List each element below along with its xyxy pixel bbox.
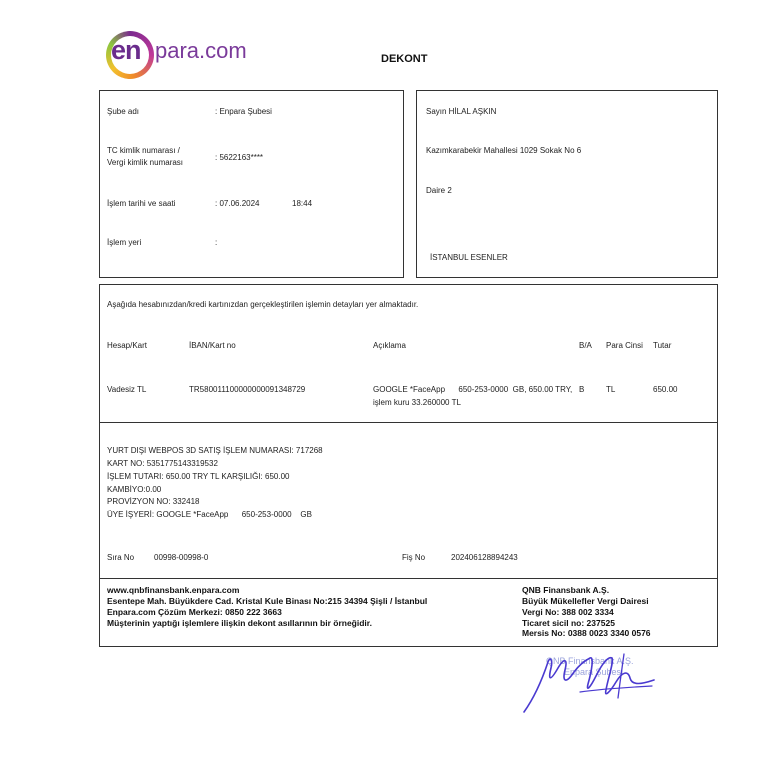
row-ba: B [579, 385, 585, 394]
footer-bank-name: QNB Finansbank A.Ş. [522, 585, 610, 595]
footer-tax-no: Vergi No: 388 002 3334 [522, 607, 614, 617]
footer-tax-office: Büyük Mükellefler Vergi Dairesi [522, 596, 649, 606]
fis-value: 202406128894243 [451, 553, 518, 562]
customer-box [416, 90, 718, 278]
row-para: TL [606, 385, 616, 394]
header-hesap: Hesap/Kart [107, 341, 148, 350]
footer-mersis: Mersis No: 0388 0023 3340 0576 [522, 628, 651, 638]
row-iban: TR580011100000000091348729 [189, 385, 306, 394]
tarih-label: İşlem tarihi ve saati [107, 199, 176, 208]
signature-stamp [520, 648, 670, 716]
saat-value: 18:44 [292, 199, 313, 208]
footer-trade-registry: Ticaret sicil no: 237525 [522, 618, 615, 628]
details-line5: PROVİZYON NO: 332418 [107, 497, 200, 506]
details-line6: ÜYE İŞYERİ: GOOGLE *FaceApp 650-253-0000 GB [107, 510, 312, 519]
footer-website: www.qnbfinansbank.enpara.com [107, 585, 240, 595]
divider-footer [99, 578, 718, 579]
logo-suffix: para.com [155, 38, 247, 63]
tarih-value: : 07.06.2024 [215, 199, 260, 208]
stamp-line2: Enpara Şubesi [564, 667, 624, 677]
yer-label: İşlem yeri [107, 238, 142, 247]
document-title: DEKONT [381, 53, 428, 65]
sira-value: 00998-00998-0 [154, 553, 209, 562]
row-aciklama-line1: GOOGLE *FaceApp 650-253-0000 GB, 650.00 TRY, [373, 385, 573, 394]
row-tutar: 650.00 [653, 385, 678, 394]
row-hesap: Vadesiz TL [107, 385, 147, 394]
fis-label: Fiş No [402, 553, 426, 562]
details-line4: KAMBİYO:0.00 [107, 485, 162, 494]
logo-prefix: en [111, 35, 141, 65]
header-aciklama: Açıklama [373, 341, 406, 350]
tc-label-line1: TC kimlik numarası / [107, 146, 180, 155]
header-iban: İBAN/Kart no [189, 341, 236, 350]
divider-details [99, 422, 718, 423]
row-aciklama-line2: işlem kuru 33.260000 TL [373, 398, 461, 407]
details-line2: KART NO: 5351775143319532 [107, 459, 218, 468]
customer-address-line1: Kazımkarabekir Mahallesi 1029 Sokak No 6 [426, 146, 582, 155]
customer-city: İSTANBUL ESENLER [430, 253, 508, 262]
sube-value: : Enpara Şubesi [215, 107, 272, 116]
footer-disclaimer: Müşterinin yaptığı işlemlere ilişkin dekont asıllarının bir örneğidir. [107, 618, 372, 628]
branch-info-box [99, 90, 404, 278]
footer-phone: Enpara.com Çözüm Merkezi: 0850 222 3663 [107, 607, 282, 617]
sira-label: Sıra No [107, 553, 135, 562]
stamp-line1: QNB Finansbank A.Ş. [546, 656, 634, 666]
tc-value: : 5622163**** [215, 153, 264, 162]
details-line3: İŞLEM TUTARI: 650.00 TRY TL KARŞILIĞI: 650.00 [107, 472, 290, 481]
enpara-logo [106, 31, 256, 81]
header-ba: B/A [579, 341, 592, 350]
yer-value: : [215, 238, 218, 247]
transaction-intro: Aşağıda hesabınızdan/kredi kartınızdan gerçekleştirilen işlemin detayları yer almaktadır. [107, 300, 419, 309]
footer-address: Esentepe Mah. Büyükdere Cad. Kristal Kule Binası No:215 34394 Şişli / İstanbul [107, 596, 428, 606]
tc-label-line2: Vergi kimlik numarası [107, 158, 184, 167]
header-para: Para Cinsi [606, 341, 643, 350]
details-line1: YURT DIŞI WEBPOS 3D SATIŞ İŞLEM NUMARASI: 717268 [107, 446, 323, 455]
customer-address-line2: Daire 2 [426, 186, 452, 195]
sube-label: Şube adı [107, 107, 140, 116]
header-tutar: Tutar [653, 341, 672, 350]
customer-name: Sayın HİLAL AŞKIN [426, 107, 497, 116]
